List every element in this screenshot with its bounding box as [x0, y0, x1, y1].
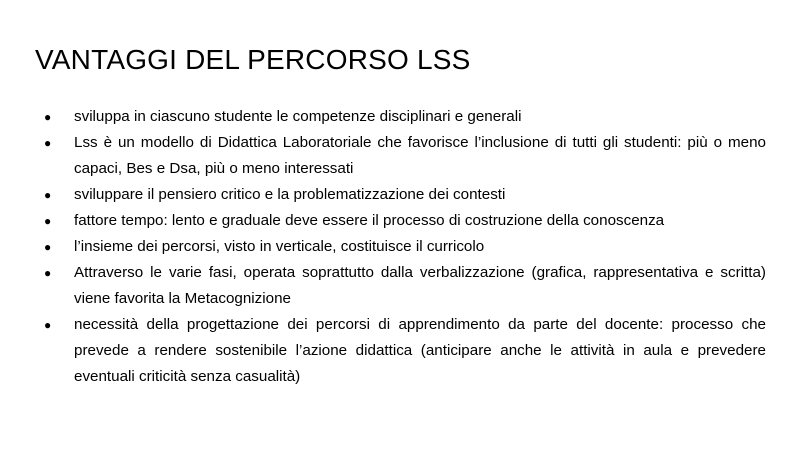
bullet-text: Attraverso le varie fasi, operata soprattutto dalla verbalizzazione (grafica, rappresentativa e scritta) viene favorita la Metacognizione	[74, 264, 766, 307]
bullet-icon: ●	[44, 266, 52, 280]
bullet-item	[44, 312, 766, 390]
bullet-icon: ●	[44, 136, 52, 150]
bullet-text: sviluppa in ciascuno studente le competenze disciplinari e generali	[74, 108, 522, 125]
slide-title: VANTAGGI DEL PERCORSO LSS	[35, 44, 471, 75]
bullet-icon: ●	[44, 318, 52, 332]
bullet-icon: ●	[44, 110, 52, 124]
bullet-text: fattore tempo: lento e graduale deve essere il processo di costruzione della conoscenza	[74, 212, 665, 229]
bullet-icon: ●	[44, 214, 52, 228]
bullet-item	[44, 234, 766, 260]
bullet-list	[44, 104, 766, 390]
bullet-item	[44, 130, 766, 182]
bullet-text: sviluppare il pensiero critico e la problematizzazione dei contesti	[74, 186, 506, 203]
bullet-text: l’insieme dei percorsi, visto in verticale, costituisce il curricolo	[74, 238, 485, 255]
bullet-item	[44, 260, 766, 312]
bullet-text: necessità della progettazione dei percorsi di apprendimento da parte del docente: processo che prevede a rendere sostenibile l’azione didattica (anticipare anche le attività in aula e prevedere eventuali criticità senza casualità)	[74, 316, 766, 385]
bullet-item	[44, 104, 766, 130]
bullet-icon: ●	[44, 240, 52, 254]
bullet-icon: ●	[44, 188, 52, 202]
bullet-item	[44, 208, 766, 234]
bullet-text: Lss è un modello di Didattica Laboratoriale che favorisce l’inclusione di tutti gli studenti: più o meno capaci, Bes e Dsa, più o meno interessati	[74, 134, 766, 177]
bullet-item	[44, 182, 766, 208]
